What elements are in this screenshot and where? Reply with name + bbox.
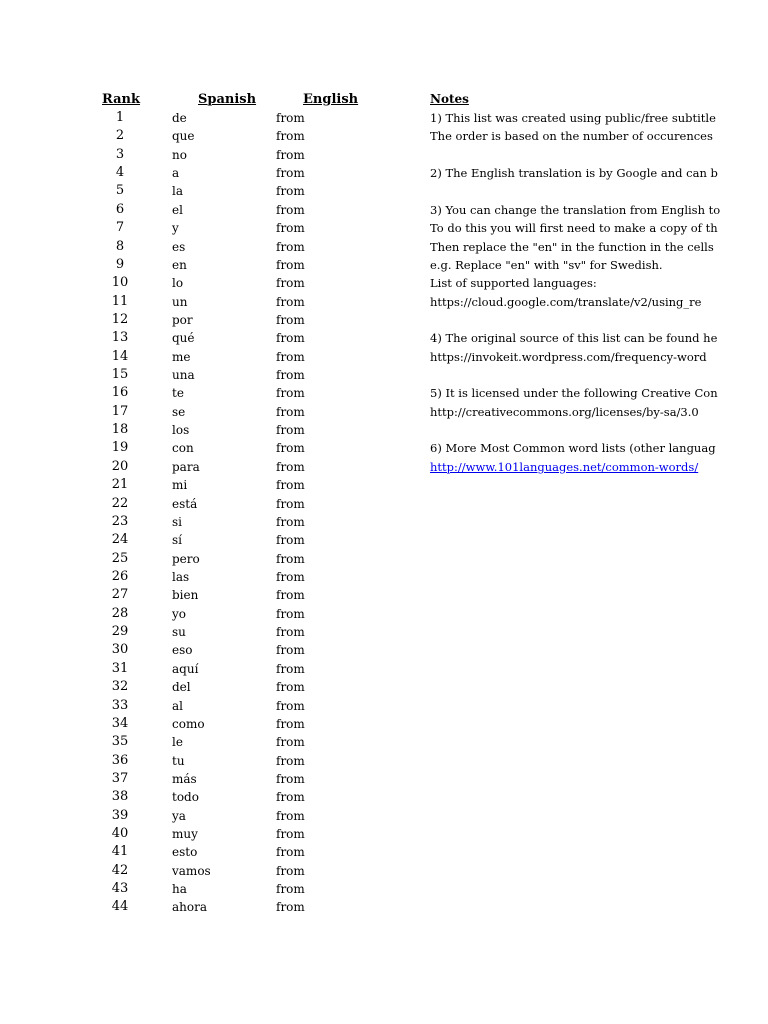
notes-section — [430, 109, 768, 476]
english-translation-cell: from — [276, 698, 305, 713]
table-row — [0, 127, 400, 145]
spanish-word-cell: aquí — [172, 661, 199, 676]
table-row — [0, 348, 400, 366]
rank-cell: 13 — [111, 330, 129, 346]
rank-cell: 8 — [115, 238, 125, 254]
table-row — [0, 439, 400, 457]
english-translation-cell: from — [276, 478, 305, 493]
notes-line: Then replace the "en" in the function in the cells — [430, 239, 714, 254]
table-row — [0, 164, 400, 182]
spanish-column-header: Spanish — [198, 92, 257, 107]
english-translation-cell: from — [276, 129, 305, 144]
spanish-word-cell: más — [172, 771, 197, 786]
table-row — [0, 788, 400, 806]
spanish-word-cell: de — [172, 111, 187, 125]
spanish-word-cell: es — [172, 239, 186, 254]
notes-line: https://cloud.google.com/translate/v2/using_re — [430, 294, 702, 309]
spanish-word-cell: ya — [172, 808, 186, 823]
spanish-word-cell: la — [172, 184, 183, 199]
spanish-word-cell: me — [172, 349, 191, 364]
table-row — [0, 825, 400, 843]
spanish-word-cell: del — [172, 680, 191, 695]
table-row — [0, 201, 400, 219]
english-translation-cell: from — [276, 166, 305, 181]
english-translation-cell: from — [276, 276, 305, 291]
spanish-word-cell: mi — [172, 478, 188, 493]
spanish-word-cell: muy — [172, 827, 198, 842]
table-row — [0, 752, 400, 770]
notes-line: To do this you will first need to make a copy of th — [430, 221, 718, 236]
english-translation-cell: from — [276, 386, 305, 401]
rank-cell: 14 — [111, 348, 129, 364]
english-translation-cell: from — [276, 147, 305, 162]
notes-header: Notes — [430, 92, 469, 106]
rank-cell: 25 — [111, 550, 129, 566]
spanish-word-cell: bien — [172, 588, 199, 603]
spanish-word-cell: si — [172, 514, 182, 529]
spanish-word-cell: está — [172, 496, 198, 511]
english-translation-cell: from — [276, 863, 305, 878]
english-translation-cell: from — [276, 588, 305, 603]
rank-cell: 1 — [115, 110, 125, 125]
english-translation-cell: from — [276, 882, 305, 897]
table-row — [0, 862, 400, 880]
english-translation-cell: from — [276, 533, 305, 548]
rank-cell: 24 — [111, 532, 129, 548]
notes-line: 1) This list was created using public/free subtitle — [430, 111, 716, 125]
table-row — [0, 329, 400, 347]
table-row — [0, 733, 400, 751]
rank-cell: 44 — [111, 899, 129, 915]
english-translation-cell: from — [276, 184, 305, 199]
rank-cell: 35 — [111, 734, 129, 750]
table-row — [0, 715, 400, 733]
notes-line: https://invokeit.wordpress.com/frequency-word — [430, 349, 707, 364]
table-row — [0, 366, 400, 384]
table-row — [0, 458, 400, 476]
notes-line: List of supported languages: — [430, 276, 597, 291]
notes-line: http://creativecommons.org/licenses/by-sa/3.0 — [430, 404, 699, 419]
rank-cell: 31 — [111, 660, 129, 676]
rank-cell: 20 — [111, 458, 129, 474]
spanish-word-cell: las — [172, 569, 190, 584]
table-row — [0, 898, 400, 916]
english-translation-cell: from — [276, 312, 305, 327]
english-translation-cell: from — [276, 514, 305, 529]
table-row — [0, 421, 400, 439]
rank-cell: 19 — [111, 440, 129, 456]
rank-cell: 38 — [111, 789, 129, 805]
spanish-word-cell: le — [172, 735, 183, 750]
notes-line: 2) The English translation is by Google and can b — [430, 166, 718, 181]
spanish-word-cell: en — [172, 257, 187, 272]
rank-cell: 17 — [111, 403, 129, 419]
english-translation-cell: from — [276, 404, 305, 419]
rank-cell: 34 — [111, 715, 129, 731]
spanish-word-cell: el — [172, 202, 183, 217]
rank-cell: 5 — [115, 183, 125, 199]
rank-cell: 4 — [115, 165, 125, 181]
table-row — [0, 311, 400, 329]
word-table — [0, 109, 400, 917]
notes-line — [430, 311, 768, 329]
rank-cell: 9 — [115, 256, 125, 272]
rank-cell: 23 — [111, 513, 129, 529]
table-row — [0, 531, 400, 549]
table-row — [0, 605, 400, 623]
spanish-word-cell: qué — [172, 331, 195, 346]
spanish-word-cell: con — [172, 441, 194, 456]
table-row — [0, 623, 400, 641]
table-row — [0, 550, 400, 568]
english-translation-cell: from — [276, 900, 305, 915]
spanish-word-cell: como — [172, 716, 205, 731]
rank-cell: 27 — [111, 587, 129, 603]
english-translation-cell: from — [276, 202, 305, 217]
rank-cell: 3 — [115, 146, 125, 162]
notes-line: e.g. Replace "en" with "sv" for Swedish. — [430, 257, 663, 272]
spanish-word-cell: y — [172, 221, 179, 236]
english-translation-cell: from — [276, 368, 305, 383]
table-row — [0, 476, 400, 494]
table-row — [0, 568, 400, 586]
english-translation-cell: from — [276, 221, 305, 236]
english-translation-cell: from — [276, 569, 305, 584]
rank-cell: 2 — [115, 128, 125, 144]
notes-line — [430, 366, 768, 384]
spanish-word-cell: vamos — [172, 863, 211, 878]
english-translation-cell: from — [276, 680, 305, 695]
english-translation-cell: from — [276, 459, 305, 474]
table-row — [0, 843, 400, 861]
table-row — [0, 274, 400, 292]
spanish-word-cell: todo — [172, 790, 199, 805]
rank-cell: 7 — [115, 220, 125, 236]
rank-cell: 37 — [111, 770, 129, 786]
table-row — [0, 807, 400, 825]
table-row — [0, 219, 400, 237]
spanish-word-cell: a — [172, 166, 180, 181]
spanish-word-cell: un — [172, 294, 188, 309]
spanish-word-cell: su — [172, 625, 186, 640]
spanish-word-cell: los — [172, 423, 190, 438]
notes-line: 6) More Most Common word lists (other languag — [430, 441, 716, 456]
english-translation-cell: from — [276, 496, 305, 511]
english-translation-cell: from — [276, 771, 305, 786]
table-row — [0, 182, 400, 200]
english-translation-cell: from — [276, 551, 305, 566]
notes-line: 3) You can change the translation from English to — [430, 202, 721, 217]
rank-cell: 32 — [111, 679, 129, 695]
english-translation-cell: from — [276, 845, 305, 860]
english-translation-cell: from — [276, 294, 305, 309]
table-row — [0, 403, 400, 421]
table-row — [0, 146, 400, 164]
english-translation-cell: from — [276, 441, 305, 456]
spanish-word-cell: te — [172, 386, 184, 401]
english-translation-cell: from — [276, 753, 305, 768]
spanish-word-cell: sí — [172, 533, 182, 548]
english-translation-cell: from — [276, 423, 305, 438]
spanish-word-cell: al — [172, 698, 183, 713]
rank-cell: 10 — [111, 275, 129, 291]
rank-cell: 6 — [115, 201, 125, 217]
english-translation-cell: from — [276, 111, 305, 125]
rank-cell: 15 — [111, 367, 129, 383]
rank-cell: 21 — [111, 477, 129, 493]
english-translation-cell: from — [276, 827, 305, 842]
english-translation-cell: from — [276, 790, 305, 805]
english-translation-cell: from — [276, 716, 305, 731]
rank-cell: 28 — [111, 605, 129, 621]
spanish-word-cell: que — [172, 129, 195, 144]
notes-line — [430, 146, 768, 164]
rank-cell: 18 — [111, 422, 129, 438]
english-column-header: English — [303, 92, 359, 107]
spanish-word-cell: para — [172, 459, 200, 474]
table-row — [0, 109, 400, 127]
table-row — [0, 770, 400, 788]
rank-cell: 33 — [111, 697, 129, 713]
rank-cell: 29 — [111, 624, 129, 640]
english-translation-cell: from — [276, 257, 305, 272]
table-row — [0, 238, 400, 256]
spanish-word-cell: esto — [172, 845, 198, 860]
rank-cell: 16 — [111, 385, 129, 401]
notes-line — [430, 421, 768, 439]
spanish-word-cell: lo — [172, 276, 184, 291]
table-row — [0, 641, 400, 659]
spanish-word-cell: yo — [172, 606, 187, 621]
spanish-word-cell: por — [172, 312, 193, 327]
spanish-word-cell: una — [172, 368, 195, 383]
notes-line — [430, 182, 768, 200]
rank-cell: 40 — [111, 826, 129, 842]
table-row — [0, 384, 400, 402]
table-row — [0, 880, 400, 898]
english-translation-cell: from — [276, 735, 305, 750]
spanish-word-cell: se — [172, 404, 186, 419]
table-row — [0, 293, 400, 311]
table-row — [0, 513, 400, 531]
spanish-word-cell: tu — [172, 753, 185, 768]
table-row — [0, 256, 400, 274]
english-translation-cell: from — [276, 606, 305, 621]
spanish-word-cell: ha — [172, 882, 187, 897]
notes-line: 4) The original source of this list can be found he — [430, 331, 718, 346]
english-translation-cell: from — [276, 661, 305, 676]
table-row — [0, 697, 400, 715]
spanish-word-cell: pero — [172, 551, 200, 566]
rank-column-header: Rank — [102, 92, 140, 107]
notes-link[interactable]: http://www.101languages.net/common-words/ — [430, 459, 699, 474]
english-translation-cell: from — [276, 808, 305, 823]
table-row — [0, 586, 400, 604]
rank-cell: 30 — [111, 642, 129, 658]
spanish-word-cell: no — [172, 147, 187, 162]
rank-cell: 26 — [111, 568, 129, 584]
rank-cell: 22 — [111, 495, 129, 511]
rank-cell: 11 — [111, 293, 129, 309]
notes-line: The order is based on the number of occurences — [430, 129, 713, 144]
spanish-word-cell: eso — [172, 643, 193, 658]
table-row — [0, 495, 400, 513]
rank-cell: 12 — [111, 311, 129, 327]
english-translation-cell: from — [276, 349, 305, 364]
rank-cell: 43 — [111, 881, 129, 897]
notes-line: 5) It is licensed under the following Creative Con — [430, 386, 718, 401]
english-translation-cell: from — [276, 625, 305, 640]
rank-cell: 39 — [111, 807, 129, 823]
table-row — [0, 660, 400, 678]
table-row — [0, 678, 400, 696]
english-translation-cell: from — [276, 643, 305, 658]
rank-cell: 36 — [111, 752, 129, 768]
english-translation-cell: from — [276, 239, 305, 254]
english-translation-cell: from — [276, 331, 305, 346]
rank-cell: 42 — [111, 862, 129, 878]
spanish-word-cell: ahora — [172, 900, 207, 915]
rank-cell: 41 — [111, 844, 129, 860]
